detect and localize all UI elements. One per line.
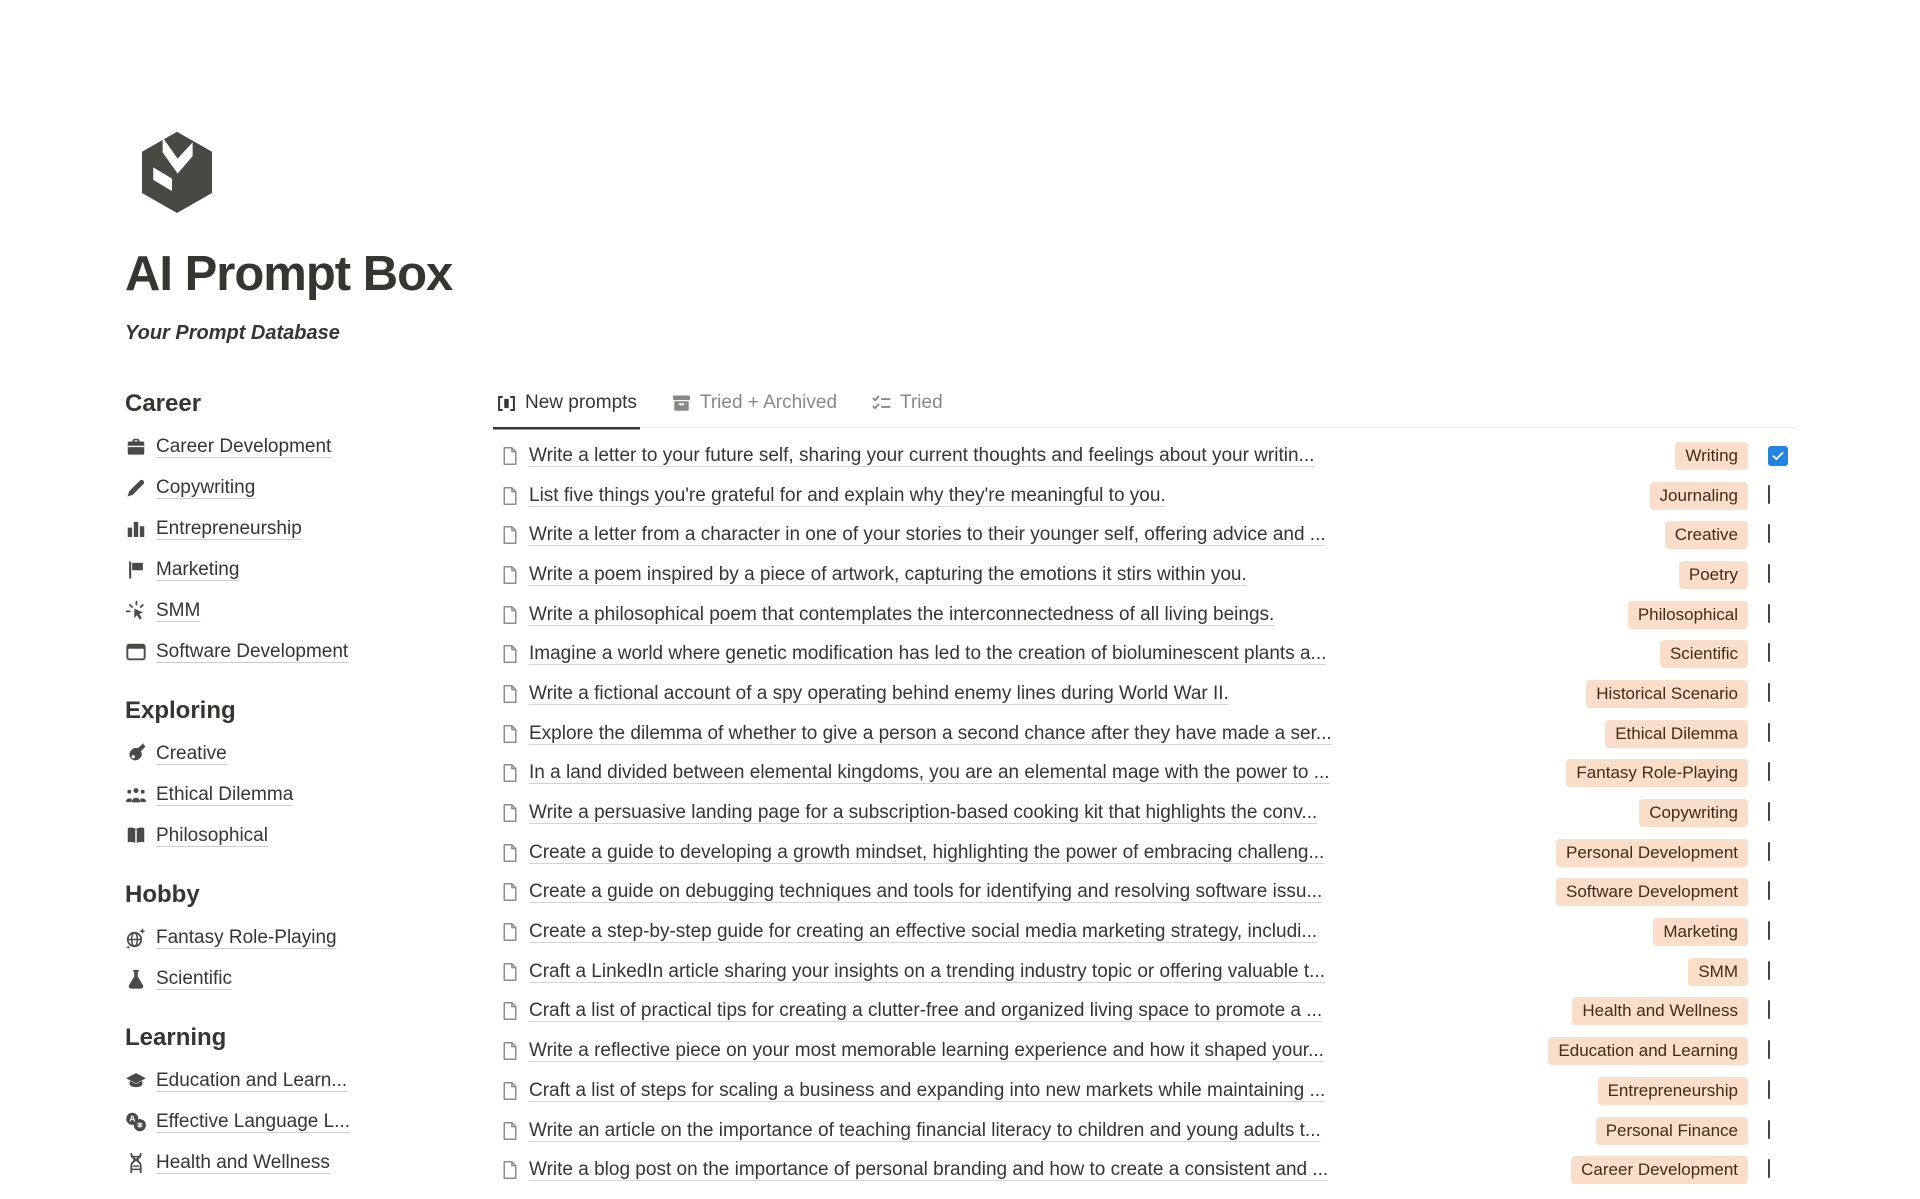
prompt-title-link[interactable]: Write a philosophical poem that contemplates the interconnectedness of all living beings. — [529, 603, 1275, 625]
sidebar-section-title: Career — [125, 390, 202, 418]
prompt-title-link[interactable]: Craft a LinkedIn article sharing your insights on a trending industry topic or offering valuable t... — [529, 960, 1325, 982]
page-document-icon — [500, 1001, 520, 1021]
page-document-icon — [500, 922, 520, 942]
table-row — [493, 833, 1798, 873]
open-book-icon — [125, 825, 147, 847]
tried-checkbox[interactable] — [1768, 1121, 1788, 1141]
table-row — [493, 754, 1798, 794]
category-tag: Philosophical — [1628, 601, 1748, 629]
prompt-title-link[interactable]: Craft a list of practical tips for creating a clutter-free and organized living space to promote a ... — [529, 1000, 1323, 1022]
category-tag: Personal Finance — [1596, 1117, 1748, 1145]
sidebar-item-creative[interactable] — [125, 733, 493, 774]
sidebar-item-philosophical[interactable] — [125, 815, 493, 856]
prompt-title-link[interactable]: Write a reflective piece on your most memorable learning experience and how it shaped your... — [529, 1040, 1324, 1062]
flag-icon — [125, 559, 147, 581]
tried-checkbox[interactable] — [1768, 605, 1788, 625]
table-row — [493, 634, 1798, 674]
checklist-icon — [871, 393, 892, 414]
globe-sparkle-icon — [125, 927, 147, 949]
page-document-icon — [500, 525, 520, 545]
graduation-cap-icon — [125, 1070, 147, 1092]
page-document-icon — [500, 446, 520, 466]
prompt-title-link[interactable]: Write a poem inspired by a piece of artwork, capturing the emotions it stirs within you. — [529, 563, 1247, 585]
sidebar-item-label: Software Development — [156, 640, 349, 662]
tried-checkbox[interactable] — [1768, 684, 1788, 704]
briefcase-icon — [125, 436, 147, 458]
category-tag: Journaling — [1650, 482, 1748, 510]
sidebar-item-label: Fantasy Role-Playing — [156, 926, 337, 948]
table-row — [493, 992, 1798, 1032]
page-document-icon — [500, 644, 520, 664]
tab-tried[interactable] — [868, 392, 946, 427]
sidebar-item-scientific[interactable] — [125, 958, 493, 999]
sidebar-item-label: SMM — [156, 599, 201, 621]
page-document-icon — [500, 843, 520, 863]
sidebar-section-title: Learning — [125, 1024, 227, 1052]
table-row — [493, 595, 1798, 635]
view-tabs — [493, 392, 1798, 428]
page-document-icon — [500, 486, 520, 506]
sidebar-item-copywriting[interactable] — [125, 467, 493, 508]
table-row — [493, 1031, 1798, 1071]
tried-checkbox[interactable] — [1768, 446, 1788, 466]
sidebar-section-learning — [125, 1023, 493, 1183]
prompt-title-link[interactable]: Create a guide to developing a growth mindset, highlighting the power of embracing challeng... — [529, 841, 1325, 863]
category-tag: Copywriting — [1639, 799, 1748, 827]
tab-label: Tried — [900, 392, 943, 413]
sidebar-item-label: Ethical Dilemma — [156, 783, 294, 805]
sidebar-item-label: Education and Learn... — [156, 1069, 348, 1091]
tried-checkbox[interactable] — [1768, 1160, 1788, 1180]
sidebar-item-education-and-learn[interactable] — [125, 1060, 493, 1101]
tried-checkbox[interactable] — [1768, 803, 1788, 823]
tried-checkbox[interactable] — [1768, 1001, 1788, 1021]
category-tag: Writing — [1675, 442, 1748, 470]
tab-new-prompts[interactable] — [493, 392, 640, 427]
prompt-title-link[interactable]: List five things you're grateful for and explain why they're meaningful to you. — [529, 484, 1166, 506]
page-document-icon — [500, 1160, 520, 1180]
page-document-icon — [500, 565, 520, 585]
tried-checkbox[interactable] — [1768, 1081, 1788, 1101]
prompt-title-link[interactable]: Write a letter from a character in one of your stories to their younger self, offering advice and ... — [529, 524, 1326, 546]
prompt-title-link[interactable]: Write a fictional account of a spy operating behind enemy lines during World War II. — [529, 682, 1229, 704]
tried-checkbox[interactable] — [1768, 644, 1788, 664]
prompt-table — [493, 428, 1798, 1190]
table-row — [493, 555, 1798, 595]
tried-checkbox[interactable] — [1768, 962, 1788, 982]
prompt-title-link[interactable]: Create a guide on debugging techniques and tools for identifying and resolving software issu... — [529, 881, 1323, 903]
category-tag: Fantasy Role-Playing — [1566, 759, 1748, 787]
prompt-title-link[interactable]: Write a blog post on the importance of personal branding and how to create a consistent and ... — [529, 1159, 1329, 1181]
table-row — [493, 952, 1798, 992]
sidebar-item-effective-language-l[interactable] — [125, 1101, 493, 1142]
pencil-icon — [125, 477, 147, 499]
page-document-icon — [500, 763, 520, 783]
prompt-title-link[interactable]: Write an article on the importance of teaching financial literacy to children and young adults t... — [529, 1119, 1321, 1141]
board-view-icon — [496, 393, 517, 414]
tried-checkbox[interactable] — [1768, 486, 1788, 506]
sidebar-item-label: Effective Language L... — [156, 1110, 351, 1132]
category-tag: Creative — [1665, 521, 1748, 549]
prompt-title-link[interactable]: Create a step-by-step guide for creating an effective social media marketing strategy, includi... — [529, 921, 1318, 943]
sidebar-item-label: Philosophical — [156, 824, 268, 846]
prompt-title-link[interactable]: Explore the dilemma of whether to give a person a second chance after they have made a ser... — [529, 722, 1332, 744]
page-document-icon — [500, 882, 520, 902]
translate-icon — [125, 1111, 147, 1133]
category-tag: Health and Wellness — [1572, 997, 1748, 1025]
dna-icon — [125, 1152, 147, 1174]
table-row — [493, 714, 1798, 754]
tried-checkbox[interactable] — [1768, 843, 1788, 863]
browser-window-icon — [125, 641, 147, 663]
category-tag: Ethical Dilemma — [1605, 720, 1748, 748]
prompt-title-link[interactable]: In a land divided between elemental kingdoms, you are an elemental mage with the power to ... — [529, 762, 1330, 784]
sidebar-item-smm[interactable] — [125, 590, 493, 631]
category-tag: Marketing — [1653, 918, 1748, 946]
table-row — [493, 674, 1798, 714]
page-document-icon — [500, 605, 520, 625]
table-row — [493, 1150, 1798, 1190]
page-document-icon — [500, 803, 520, 823]
office-building-icon — [125, 518, 147, 540]
sidebar-item-label: Scientific — [156, 967, 233, 989]
tried-checkbox[interactable] — [1768, 922, 1788, 942]
prompt-title-link[interactable]: Write a letter to your future self, sharing your current thoughts and feelings about your writin... — [529, 444, 1315, 466]
sidebar-item-software-development[interactable] — [125, 631, 493, 672]
people-group-icon — [125, 784, 147, 806]
category-tag: Poetry — [1679, 561, 1748, 589]
page-document-icon — [500, 1041, 520, 1061]
page-document-icon — [500, 1081, 520, 1101]
table-row — [493, 873, 1798, 913]
box-logo-icon — [137, 130, 217, 216]
tried-checkbox[interactable] — [1768, 1041, 1788, 1061]
prompt-title-link[interactable]: Write a persuasive landing page for a subscription-based cooking kit that highlights the conv... — [529, 802, 1318, 824]
table-row — [493, 1071, 1798, 1111]
svg-text:A: A — [129, 1113, 136, 1124]
category-tag: Entrepreneurship — [1598, 1077, 1748, 1105]
sidebar-item-label: Entrepreneurship — [156, 517, 302, 539]
prompt-title-link[interactable]: Imagine a world where genetic modification has led to the creation of bioluminescent plants a... — [529, 643, 1327, 665]
sidebar-section-title: Hobby — [125, 881, 200, 909]
tab-tried-archived[interactable] — [668, 392, 840, 427]
tab-label: Tried + Archived — [699, 392, 838, 413]
page-document-icon — [500, 724, 520, 744]
prompt-title-link[interactable]: Craft a list of steps for scaling a business and expanding into new markets while maintaining ... — [529, 1079, 1326, 1101]
flask-icon — [125, 968, 147, 990]
sidebar-section-career — [125, 389, 493, 672]
table-row — [493, 793, 1798, 833]
sidebar-item-label: Marketing — [156, 558, 240, 580]
tried-checkbox[interactable] — [1768, 882, 1788, 902]
sidebar-item-career-development[interactable] — [125, 426, 493, 467]
sidebar-item-health-and-wellness[interactable] — [125, 1142, 493, 1183]
table-row — [493, 476, 1798, 516]
page-document-icon — [500, 962, 520, 982]
tried-checkbox[interactable] — [1768, 525, 1788, 545]
sidebar-item-label: Career Development — [156, 435, 332, 457]
main-content — [493, 0, 1798, 1190]
cursor-click-icon — [125, 600, 147, 622]
category-tag: Software Development — [1556, 878, 1748, 906]
sidebar-section-title: Exploring — [125, 697, 236, 725]
category-tag: Education and Learning — [1548, 1037, 1748, 1065]
table-row — [493, 1111, 1798, 1151]
tried-checkbox[interactable] — [1768, 724, 1788, 744]
sidebar-item-marketing[interactable] — [125, 549, 493, 590]
tried-checkbox[interactable] — [1768, 565, 1788, 585]
category-tag: Scientific — [1660, 640, 1748, 668]
page-document-icon — [500, 684, 520, 704]
sidebar-item-fantasy-role-playing[interactable] — [125, 917, 493, 958]
category-tag: SMM — [1688, 958, 1748, 986]
sidebar-item-label: Health and Wellness — [156, 1151, 330, 1173]
sidebar — [125, 0, 493, 1183]
page-subtitle: Your Prompt Database — [125, 322, 340, 345]
sidebar-section-hobby — [125, 880, 493, 999]
table-row — [493, 912, 1798, 952]
table-row — [493, 436, 1798, 476]
sidebar-item-entrepreneurship[interactable] — [125, 508, 493, 549]
category-tag: Personal Development — [1556, 839, 1748, 867]
tab-label: New prompts — [525, 392, 637, 413]
category-tag: Career Development — [1571, 1156, 1748, 1184]
sidebar-item-label: Creative — [156, 742, 227, 764]
sidebar-section-exploring — [125, 696, 493, 856]
archive-box-icon — [671, 393, 692, 414]
page-document-icon — [500, 1121, 520, 1141]
guitar-icon — [125, 743, 147, 765]
table-row — [493, 515, 1798, 555]
sidebar-item-ethical-dilemma[interactable] — [125, 774, 493, 815]
category-tag: Historical Scenario — [1586, 680, 1748, 708]
page-title: AI Prompt Box — [125, 247, 453, 301]
sidebar-item-label: Copywriting — [156, 476, 256, 498]
tried-checkbox[interactable] — [1768, 763, 1788, 783]
